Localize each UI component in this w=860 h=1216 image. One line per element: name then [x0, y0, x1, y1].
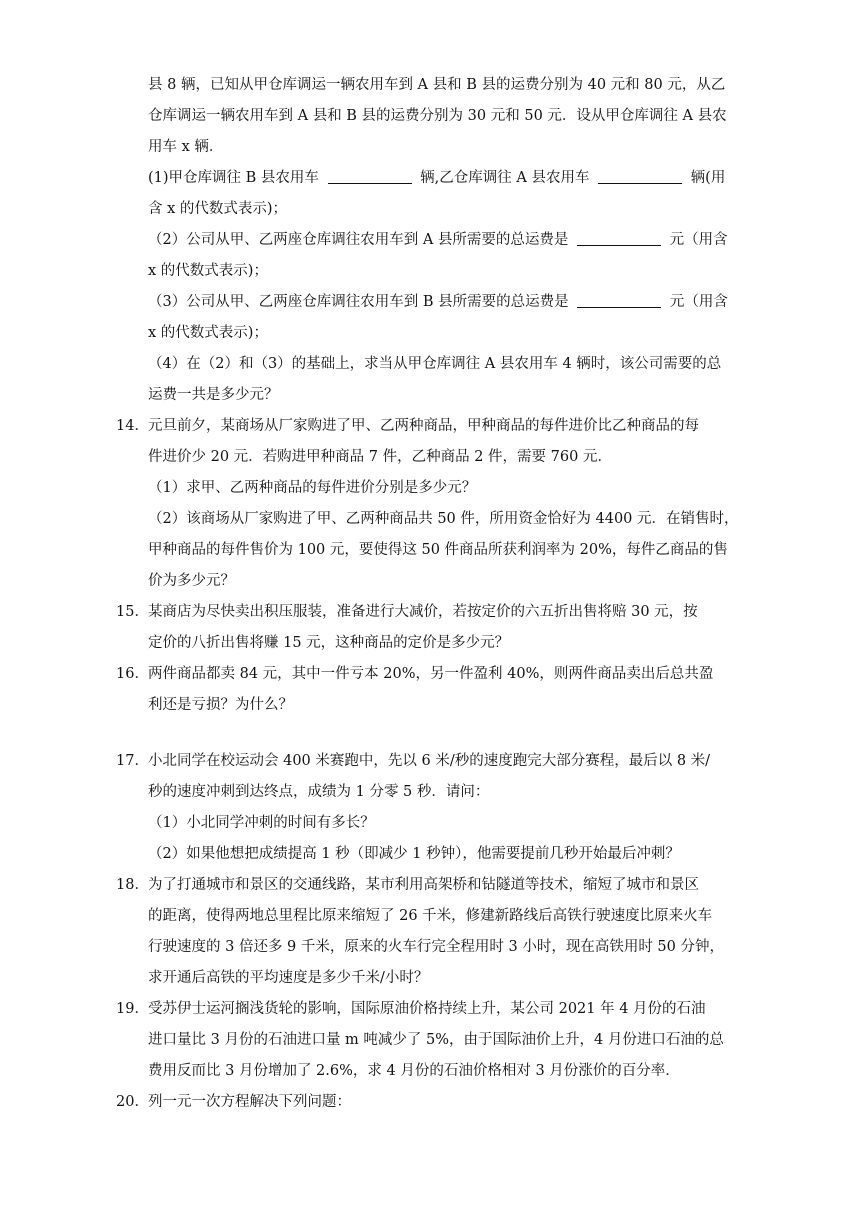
question-text: 费用反而比 3 月份增加了 2.6%，求 4 月份的石油价格相对 3 月份涨价的百分率．: [148, 1063, 680, 1079]
answer-blank[interactable]: [577, 231, 661, 246]
question-text: 的距离，使得两地总里程比原来缩短了 26 千米，修建新路线后高铁行驶速度比原来火车: [148, 908, 713, 924]
question-text: 列一元一次方程解决下列问题：: [148, 1094, 351, 1110]
q13-intro-line-2: 仓库调运一辆农用车到 A 县和 B 县的运费分别为 30 元和 50 元．设从甲仓库调往 A 县农: [148, 108, 727, 124]
question-number: 14．: [116, 418, 149, 434]
question-text: 定价的八折出售将赚 15 元，这种商品的定价是多少元？: [148, 635, 510, 651]
question-number: 19．: [116, 1001, 149, 1017]
q13-part-1: (1)甲仓库调往 B 县农用车 辆,乙仓库调往 A 县农用车 辆(用: [148, 170, 726, 186]
question-number: 18．: [116, 877, 149, 893]
question-18: [116, 870, 756, 994]
question-text: 小北同学在校运动会 400 米赛跑中，先以 6 米/秒的速度跑完大部分赛程，最后以 8 米/: [148, 753, 711, 769]
question-number: 17．: [116, 753, 149, 769]
question-text: 为了打通城市和景区的交通线路，某市利用高架桥和钻隧道等技术，缩短了城市和景区: [148, 877, 699, 893]
q13-part-4-cont: 运费一共是多少元？: [148, 387, 279, 403]
question-number: 16．: [116, 666, 149, 682]
q13-intro-line-3: 用车 x 辆．: [148, 139, 224, 155]
q13-part-3-cont: x 的代数式表示)；: [148, 325, 268, 341]
q13-part-2: （2）公司从甲、乙两座仓库调往农用车到 A 县所需要的总运费是 元（用含: [148, 232, 728, 248]
q13-part-4: （4）在（2）和（3）的基础上，求当从甲仓库调往 A 县农用车 4 辆时，该公司需要的总: [148, 356, 722, 372]
answer-blank[interactable]: [577, 293, 661, 308]
question-text: 某商店为尽快卖出积压服装，准备进行大减价，若按定价的六五折出售将赔 30 元，按: [148, 604, 698, 620]
question-text: 进口量比 3 月份的石油进口量 m 吨减少了 5%，由于国际油价上升，4 月份进口石油的总: [148, 1032, 724, 1048]
question-text: 行驶速度的 3 倍还多 9 千米，原来的火车行完全程用时 3 小时，现在高铁用时 50 分钟，: [148, 939, 724, 955]
q14-part-2-cont: 甲种商品的每件售价为 100 元，要使得这 50 件商品所获利润率为 20%，每件乙商品的售: [148, 542, 728, 558]
question-15: [116, 597, 756, 659]
question-19: [116, 994, 756, 1087]
question-20: [116, 1087, 756, 1118]
q14-part-2-cont: 价为多少元？: [148, 573, 235, 589]
spacer: [116, 721, 756, 746]
question-text: 元旦前夕，某商场从厂家购进了甲、乙两种商品，甲种商品的每件进价比乙种商品的每: [148, 418, 699, 434]
question-number: 15．: [116, 604, 149, 620]
q13-part-2-cont: x 的代数式表示)；: [148, 263, 268, 279]
question-number: 20．: [116, 1094, 149, 1110]
answer-blank[interactable]: [598, 169, 682, 184]
q17-part-1: （1）小北同学冲刺的时间有多长？: [148, 815, 375, 831]
answer-blank[interactable]: [328, 169, 412, 184]
q13-part-1-cont: 含 x 的代数式表示)；: [148, 201, 288, 217]
question-17: [116, 746, 756, 870]
question-13: [116, 70, 756, 411]
q17-part-2: （2）如果他想把成绩提高 1 秒（即减少 1 秒钟），他需要提前几秒开始最后冲刺？: [148, 846, 680, 862]
q13-intro-line-1: 县 8 辆，已知从甲仓库调运一辆农用车到 A 县和 B 县的运费分别为 40 元和 80 元，从乙: [148, 77, 726, 93]
question-list: [116, 70, 756, 1118]
question-text: 两件商品都卖 84 元，其中一件亏本 20%，另一件盈利 40%，则两件商品卖出后总共盈: [148, 666, 714, 682]
q13-part-3: （3）公司从甲、乙两座仓库调往农用车到 B 县所需要的总运费是 元（用含: [148, 294, 728, 310]
question-text: 利还是亏损？为什么？: [148, 697, 293, 713]
question-text: 求开通后高铁的平均速度是多少千米/小时？: [148, 970, 429, 986]
q14-part-1: （1）求甲、乙两种商品的每件进价分别是多少元？: [148, 480, 477, 496]
question-16: [116, 659, 756, 721]
q14-part-2: （2）该商场从厂家购进了甲、乙两种商品共 50 件，所用资金恰好为 4400 元．在销售时，: [148, 511, 739, 527]
question-text: 秒的速度冲刺到达终点，成绩为 1 分零 5 秒．请问：: [148, 784, 490, 800]
question-14: [116, 411, 756, 597]
question-text: 件进价少 20 元．若购进甲种商品 7 件，乙种商品 2 件，需要 760 元．: [148, 449, 612, 465]
question-text: 受苏伊士运河搁浅货轮的影响，国际原油价格持续上升，某公司 2021 年 4 月份的石油: [148, 1001, 706, 1017]
